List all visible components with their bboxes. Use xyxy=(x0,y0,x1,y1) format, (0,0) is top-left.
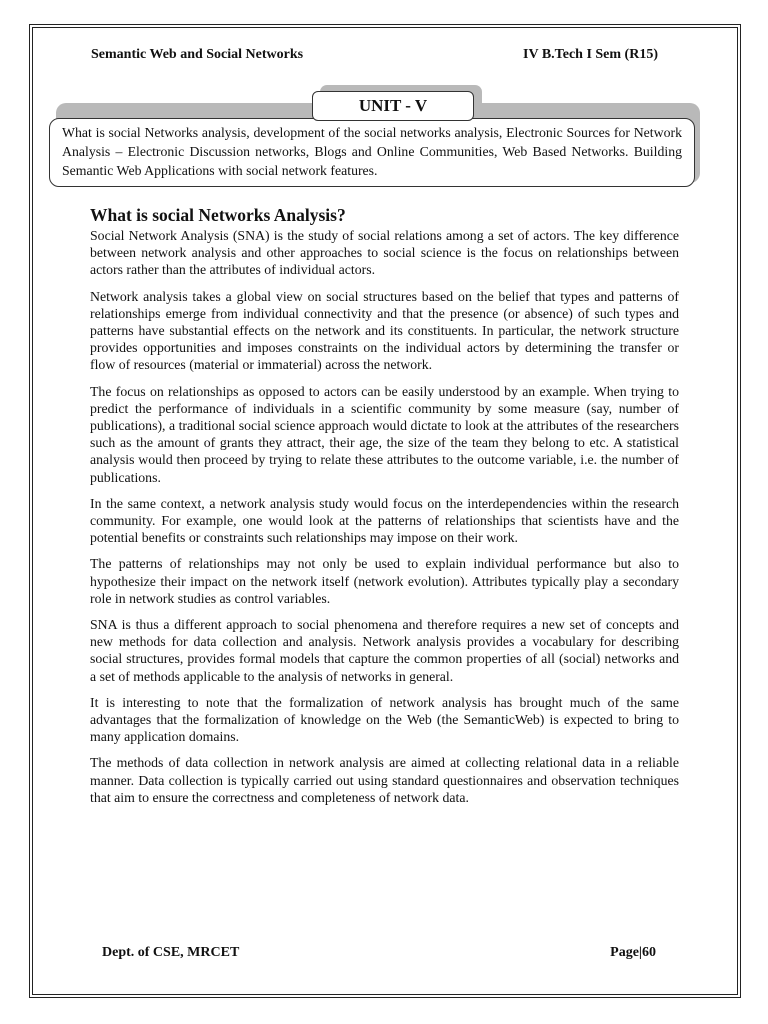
paragraph: It is interesting to note that the formalization of network analysis has brought much of the same advantages that the formalization of knowledge on the Web (the SemanticWeb) is expected to bring to many application domains. xyxy=(90,694,679,745)
paragraph: The methods of data collection in network analysis are aimed at collecting relational data in a reliable manner. Data collection is typically carried out using standard questionnaires and observation techniques that aim to ensure the correctness and completeness of network data. xyxy=(90,755,679,805)
header-course-title: Semantic Web and Social Networks xyxy=(91,47,304,62)
paragraph: Network analysis takes a global view on social structures based on the belief that types and patterns of relationships emerge from individual connectivity and that the presence (or absence) of such types and patterns have substantial effects on the network and its constituents. In particular, the network structure provides opportunities and imposes constraints on the individual actors by determining the transfer or flow of resources (material or immaterial) across the network. xyxy=(90,288,679,373)
paragraph: In the same context, a network analysis study would focus on the interdependencies within the research community. For example, one would look at the patterns of relationships that scientists have and the potential benefits or constraints such relationships may impose on their work. xyxy=(90,495,679,546)
paragraph: SNA is thus a different approach to social phenomena and therefore requires a new set of concepts and new methods for data collection and analysis. Network analysis provides a vocabulary for describing social structures, provides formal models that capture the common properties of all (social) networks and a set of methods applicable to the analysis of networks in general. xyxy=(90,617,679,684)
paragraph: The patterns of relationships may not only be used to explain individual performance but also to hypothesize their impact on the network itself (network evolution). Attributes typically play a secondary role in network studies as control variables. xyxy=(90,556,679,606)
paragraph: Social Network Analysis (SNA) is the study of social relations among a set of actors. The key difference between network analysis and other approaches to social science is the focus on relationships between actors rather than the attributes of individual actors. xyxy=(90,228,679,278)
footer-page-number: Page|60 xyxy=(610,945,656,960)
footer-department: Dept. of CSE, MRCET xyxy=(102,945,240,960)
header-semester: IV B.Tech I Sem (R15) xyxy=(523,47,658,62)
unit-summary-box xyxy=(49,118,695,187)
unit-title-tab: UNIT - V xyxy=(312,91,474,121)
section-title: What is social Networks Analysis? xyxy=(90,205,346,225)
main-content xyxy=(90,204,679,815)
unit-summary-text: What is social Networks analysis, development of the social networks analysis, Electronic Sources for Network Analysis – Electronic Discussion networks, Blogs and Online Communities, Web Based Networks. Building Semantic Web Applications with social network features. xyxy=(62,125,682,178)
paragraph: The focus on relationships as opposed to actors can be easily understood by an example. When trying to predict the performance of individuals in a scientific community by some measure (say, number of publications), a traditional social science approach would dictate to look at the attributes of the researchers such as the amount of grants they attract, their age, the size of the team they belong to etc. A statistical analysis would then proceed by trying to relate these attributes to the outcome variable, i.e. the number of publications. xyxy=(90,383,679,485)
